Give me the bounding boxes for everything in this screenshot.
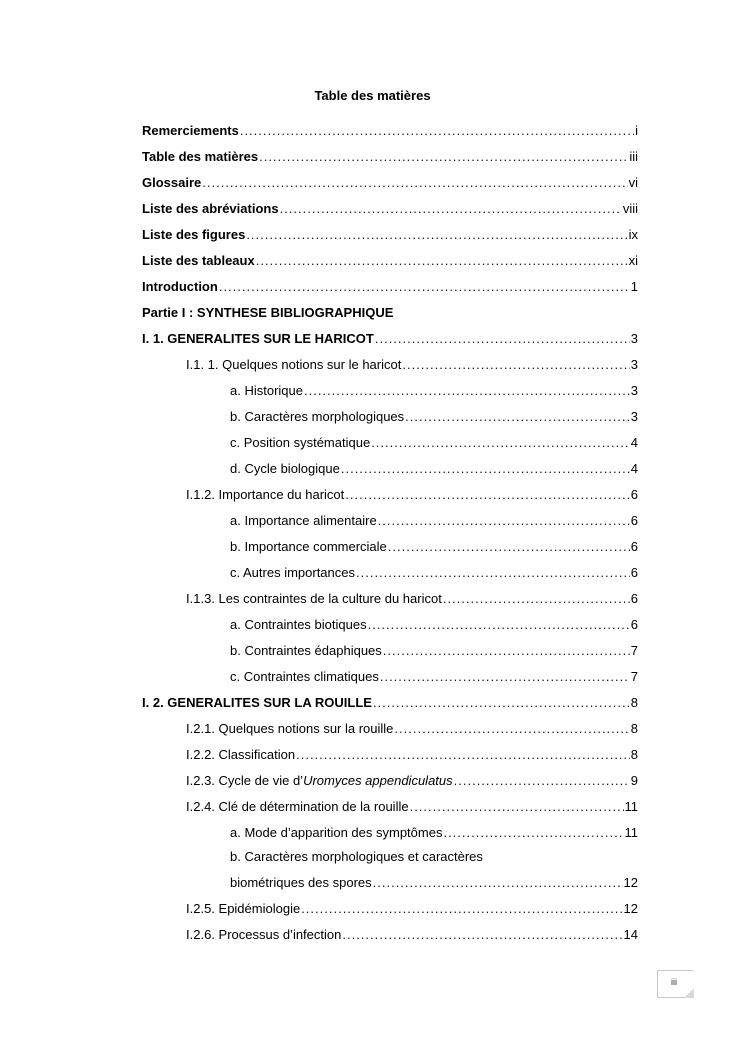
toc-entry-title: a. Mode d’apparition des symptômes (230, 825, 443, 840)
dot-leader (259, 148, 628, 166)
toc-entry-cle-determination[interactable] (186, 798, 638, 816)
toc-entry-contraintes-edaphiques[interactable] (230, 642, 638, 660)
toc-entry-notions-rouille[interactable] (186, 720, 638, 738)
toc-entry-cycle-de-vie[interactable] (186, 772, 638, 790)
toc-entry-page: 9 (630, 773, 638, 788)
toc-entry-page: xi (628, 253, 638, 268)
toc-entry-page: i (635, 123, 638, 138)
toc-entry-title-line1: b. Caractères morphologiques et caractères (230, 849, 483, 864)
dot-leader (345, 486, 630, 504)
dot-leader (342, 926, 622, 944)
dot-leader (296, 746, 630, 764)
toc-entry-title: b. Contraintes édaphiques (230, 643, 382, 658)
toc-entry-title: d. Cycle biologique (230, 461, 340, 476)
toc-entry-page: iii (629, 149, 638, 164)
toc-entry-title: c. Autres importances (230, 565, 355, 580)
dot-leader (304, 382, 630, 400)
dot-leader (280, 200, 622, 218)
toc-entry-remerciements[interactable] (142, 122, 638, 140)
toc-entry-page: 3 (630, 357, 638, 372)
toc-entry-page: viii (622, 201, 638, 216)
toc-entry-mode-apparition[interactable] (230, 824, 638, 842)
toc-entry-importance[interactable] (186, 486, 638, 504)
toc-entry-importance-commerciale[interactable] (230, 538, 638, 556)
toc-entry-page: 6 (630, 591, 638, 606)
toc-entry-cycle-biologique[interactable] (230, 460, 638, 478)
toc-entry-page: 11 (624, 799, 638, 814)
toc-entry-page: 6 (630, 513, 638, 528)
dot-leader (368, 616, 630, 634)
toc-entry-title: Introduction (142, 279, 218, 294)
dot-leader (405, 408, 630, 426)
dot-leader (373, 874, 623, 892)
toc-entry-title: c. Position systématique (230, 435, 371, 450)
toc-entry-historique[interactable] (230, 382, 638, 400)
toc-entry-title: c. Contraintes climatiques (230, 669, 379, 684)
toc-entry-contraintes[interactable] (186, 590, 638, 608)
dot-leader (356, 564, 630, 582)
dot-leader (371, 434, 630, 452)
toc-entry-title: b. Caractères morphologiques (230, 409, 405, 424)
toc-entry-page: 6 (630, 565, 638, 580)
toc-part-heading: Partie I : SYNTHESE BIBLIOGRAPHIQUE (142, 305, 394, 320)
toc-entry-page: 12 (623, 901, 638, 916)
dot-leader (246, 226, 627, 244)
toc-entry-title-prefix: I.2.3. Cycle de vie d’ (186, 773, 304, 788)
dot-leader (240, 122, 634, 140)
toc-entry-title: I.2.4. Clé de détermination de la rouille (186, 799, 409, 814)
toc-entry-tableaux[interactable] (142, 252, 638, 270)
toc-entry-page: vi (628, 175, 638, 190)
toc-entry-page: 11 (624, 825, 638, 840)
toc-entry-title: a. Importance alimentaire (230, 513, 377, 528)
dot-leader (301, 900, 622, 918)
toc-entry-title: a. Historique (230, 383, 303, 398)
toc-entry-title (186, 772, 453, 790)
toc-entry-classification[interactable] (186, 746, 638, 764)
dot-leader (454, 772, 630, 790)
toc-entry-title: Liste des tableaux (142, 253, 255, 268)
toc-entry-page: 1 (630, 279, 638, 294)
page-title: Table des matières (314, 88, 431, 103)
page-number: iii (671, 977, 677, 987)
toc-entry-position[interactable] (230, 434, 638, 452)
toc-entry-glossaire[interactable] (142, 174, 638, 192)
toc-entry-title: I. 1. GENERALITES SUR LE HARICOT (142, 331, 374, 346)
dot-leader (219, 278, 630, 296)
toc-entry-introduction[interactable] (142, 278, 638, 296)
toc-entry-page: 8 (630, 747, 638, 762)
dot-leader (383, 642, 630, 660)
toc-entry-title: Glossaire (142, 175, 202, 190)
toc-entry-figures[interactable] (142, 226, 638, 244)
toc-entry-abreviations[interactable] (142, 200, 638, 218)
toc-entry-processus-infection[interactable] (186, 926, 638, 944)
toc-entry-title: Liste des figures (142, 227, 246, 242)
toc-entry-generalites-rouille[interactable] (142, 694, 638, 712)
dot-leader (256, 252, 628, 270)
dot-leader (394, 720, 629, 738)
toc-entry-caracteres[interactable] (230, 408, 638, 426)
toc-entry-title: I.2.5. Epidémiologie (186, 901, 301, 916)
toc-entry-generalites-haricot[interactable] (142, 330, 638, 348)
dot-leader (410, 798, 624, 816)
toc-entry-page: 6 (630, 617, 638, 632)
toc-entry-title: Table des matières (142, 149, 259, 164)
toc-entry-title: I.1.2. Importance du haricot (186, 487, 345, 502)
toc-entry-title: I.1. 1. Quelques notions sur le haricot (186, 357, 402, 372)
toc-entry-title: I.2.6. Processus d’infection (186, 927, 342, 942)
toc-entry-title: Liste des abréviations (142, 201, 279, 216)
toc-entry-page: 3 (630, 409, 638, 424)
toc-entry-epidemiologie[interactable] (186, 900, 638, 918)
toc-entry-autres-importances[interactable] (230, 564, 638, 582)
dot-leader (443, 590, 630, 608)
toc-entry-title-species: Uromyces appendiculatus (303, 773, 453, 788)
toc-entry-contraintes-biotiques[interactable] (230, 616, 638, 634)
toc-entry-page: 6 (630, 487, 638, 502)
dot-leader (373, 694, 630, 712)
toc-entry-page: 4 (630, 435, 638, 450)
toc-entry-page: 3 (630, 331, 638, 346)
toc-entry-caracteres-biometriques[interactable] (230, 874, 638, 892)
toc-entry-title: I.2.1. Quelques notions sur la rouille (186, 721, 394, 736)
toc-entry-title: biométriques des spores (230, 875, 372, 890)
page-number-tab (657, 970, 693, 998)
toc-entry-page: 8 (630, 721, 638, 736)
toc-entry-title: Remerciements (142, 123, 239, 138)
toc-entry-page: 4 (630, 461, 638, 476)
dot-leader (375, 330, 630, 348)
dot-leader (378, 512, 630, 530)
dot-leader (443, 824, 623, 842)
toc-entry-page: 12 (623, 875, 638, 890)
dot-leader (341, 460, 630, 478)
toc-entry-title: a. Contraintes biotiques (230, 617, 367, 632)
dot-leader (380, 668, 630, 686)
toc-entry-page: 8 (630, 695, 638, 710)
toc-entry-page: 7 (630, 669, 638, 684)
dot-leader (388, 538, 630, 556)
toc-entry-title: b. Importance commerciale (230, 539, 387, 554)
toc-entry-table-des-matieres[interactable] (142, 148, 638, 166)
toc-entry-page: ix (628, 227, 638, 242)
toc-entry-page: 14 (623, 927, 638, 942)
toc-entry-title: I.2.2. Classification (186, 747, 296, 762)
toc-entry-page: 6 (630, 539, 638, 554)
toc-entry-importance-alimentaire[interactable] (230, 512, 638, 530)
toc-entry-title: I. 2. GENERALITES SUR LA ROUILLE (142, 695, 372, 710)
toc-entry-page: 3 (630, 383, 638, 398)
dot-leader (202, 174, 627, 192)
toc-entry-notions-haricot[interactable] (186, 356, 638, 374)
toc-entry-page: 7 (630, 643, 638, 658)
dot-leader (402, 356, 629, 374)
toc-entry-title: I.1.3. Les contraintes de la culture du haricot (186, 591, 442, 606)
toc-entry-contraintes-climatiques[interactable] (230, 668, 638, 686)
